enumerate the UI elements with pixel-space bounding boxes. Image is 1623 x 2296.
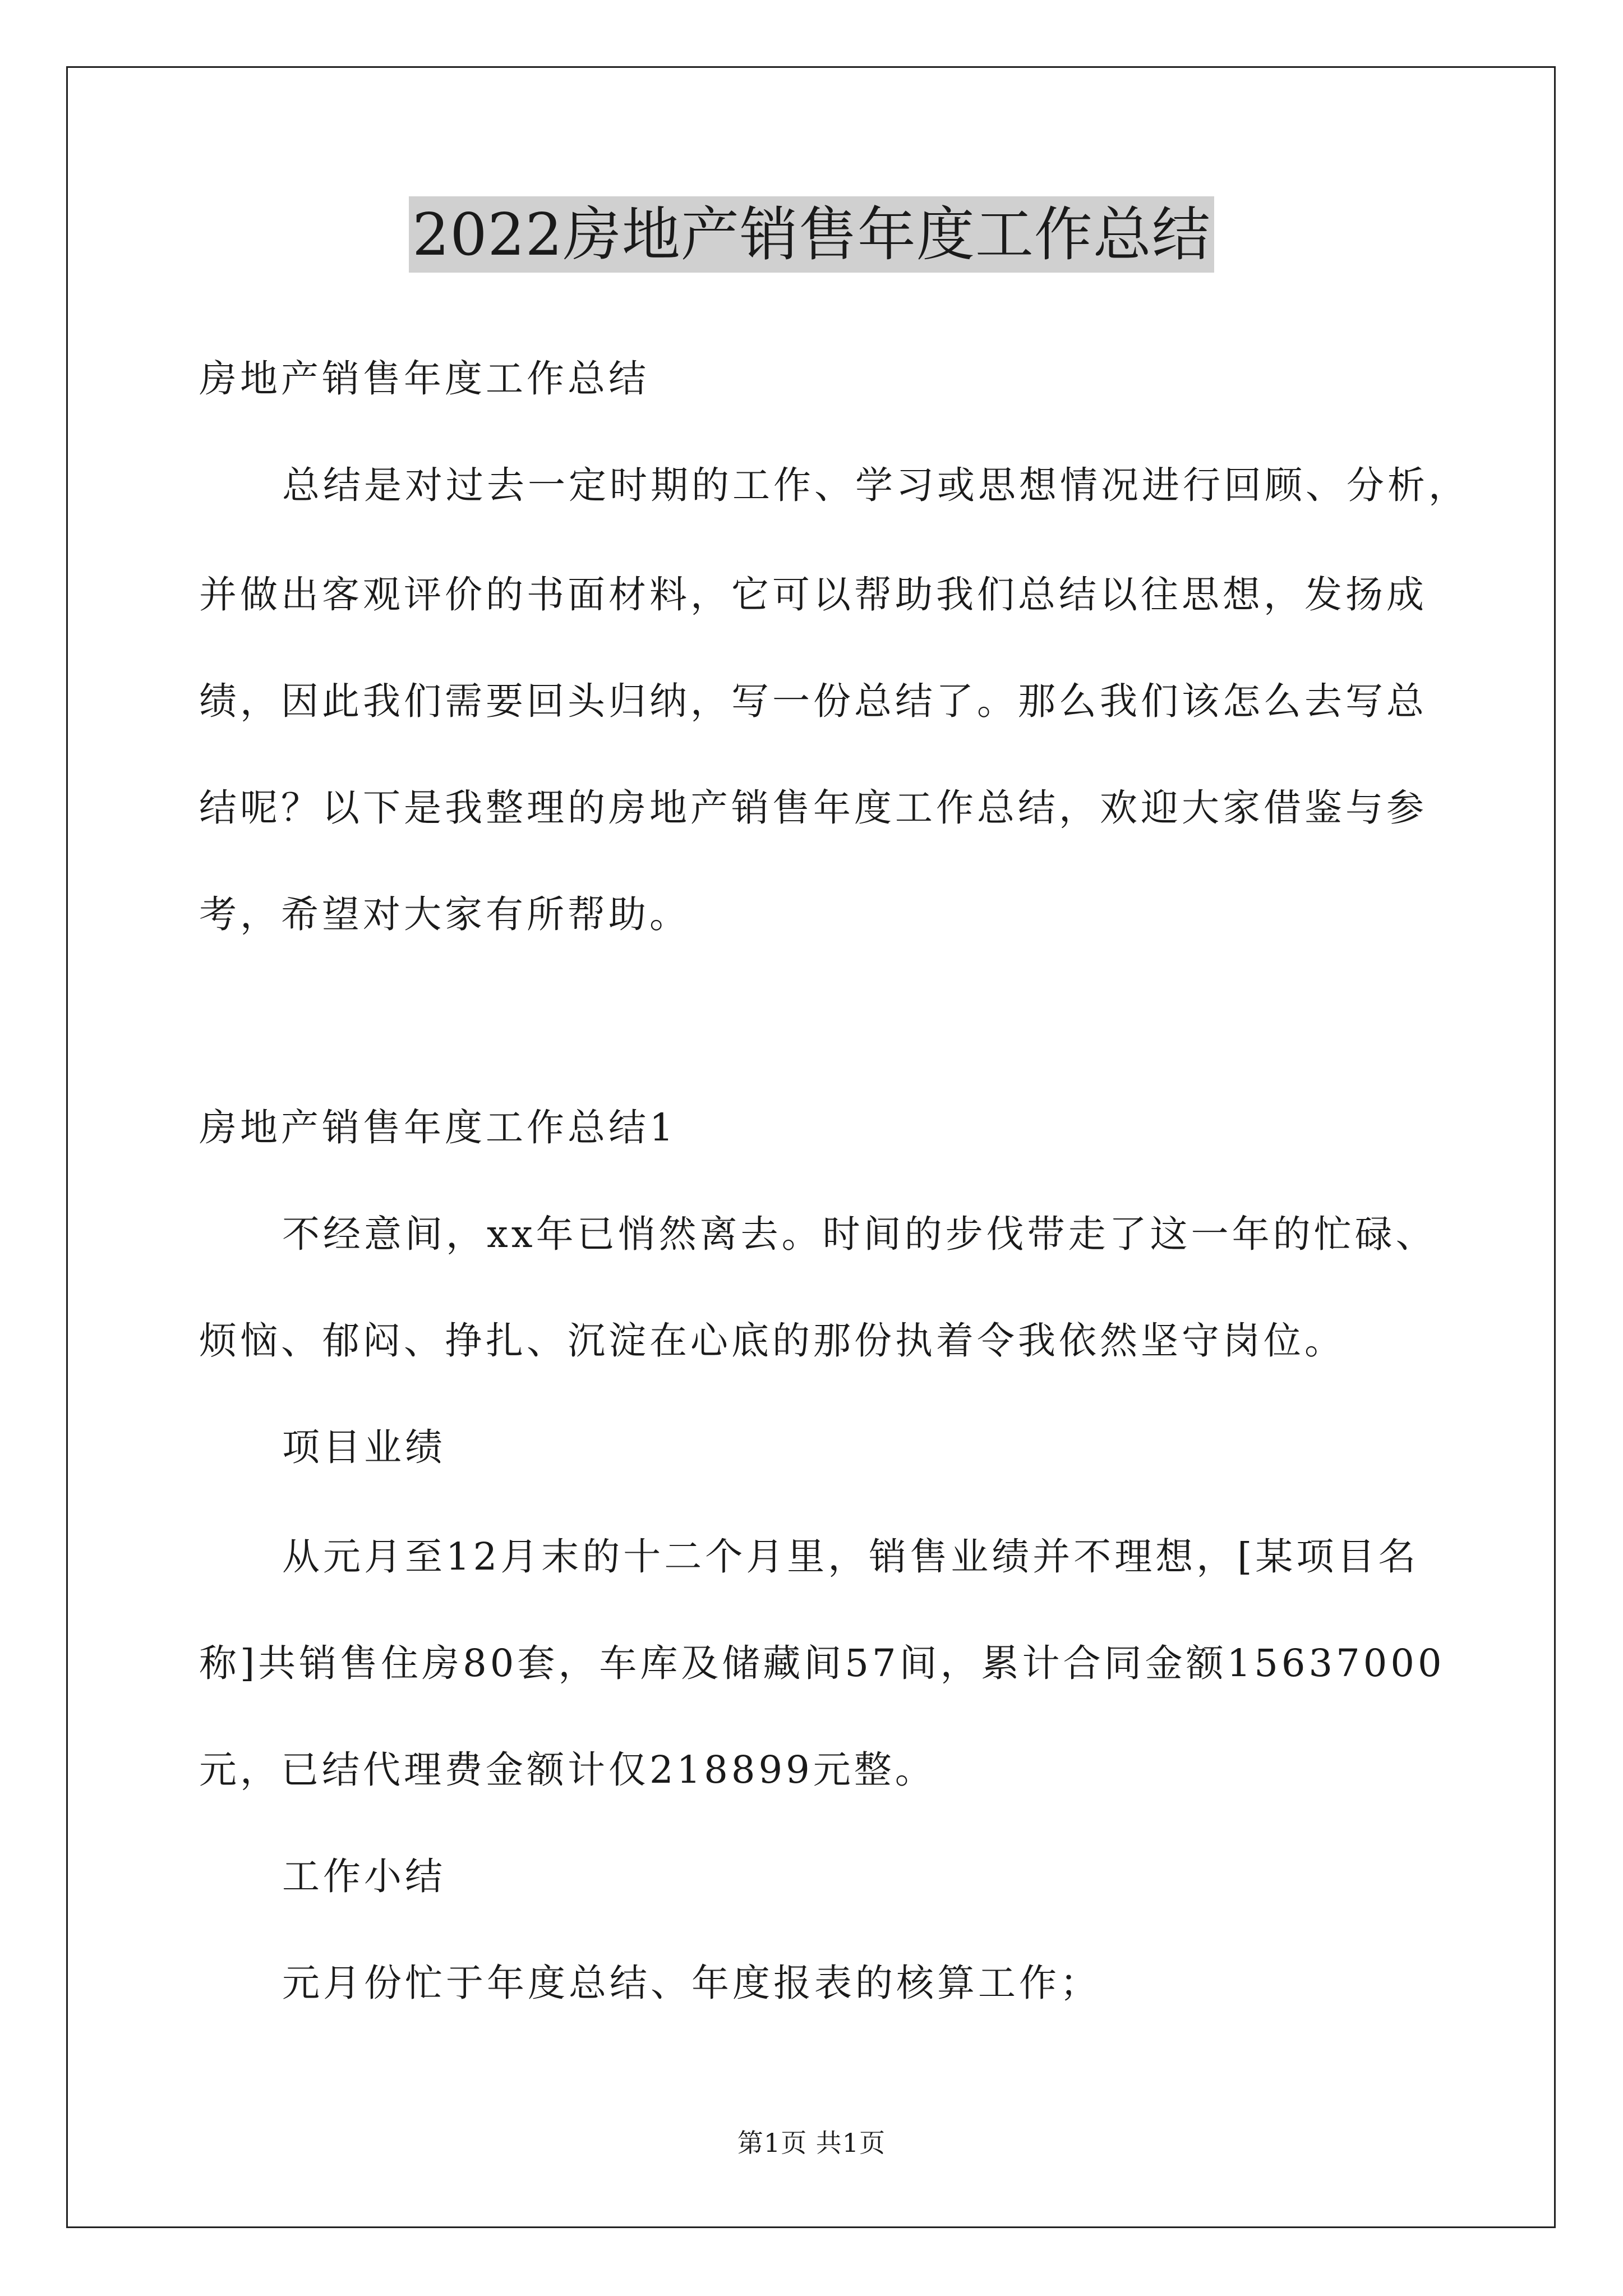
paragraph-line: 并做出客观评价的书面材料，它可以帮助我们总结以往思想，发扬成 xyxy=(199,573,1427,616)
paragraph-line: 烦恼、郁闷、挣扎、沉淀在心底的那份执着令我依然坚守岗位。 xyxy=(199,1319,1345,1363)
paragraph-line: 考，希望对大家有所帮助。 xyxy=(199,892,690,936)
section-heading: 房地产销售年度工作总结1 xyxy=(199,1106,677,1149)
paragraph-line: 元月份忙于年度总结、年度报表的核算工作； xyxy=(282,1961,1101,2005)
paragraph-line: 绩，因此我们需要回头归纳，写一份总结了。那么我们该怎么去写总 xyxy=(199,679,1427,723)
paragraph-line: 称]共销售住房80套，车库及储藏间57间，累计合同金额15637000 xyxy=(199,1641,1445,1685)
subtitle: 房地产销售年度工作总结 xyxy=(199,357,649,401)
paragraph-line: 元，已结代理费金额计仅218899元整。 xyxy=(199,1748,936,1792)
subheading: 项目业绩 xyxy=(282,1425,446,1469)
paragraph-line: 从元月至12月末的十二个月里，销售业绩并不理想，[某项目名 xyxy=(282,1535,1419,1579)
paragraph-line: 不经意间，xx年已悄然离去。时间的步伐带走了这一年的忙碌、 xyxy=(282,1212,1437,1256)
subheading: 工作小结 xyxy=(282,1855,446,1898)
paragraph-line: 总结是对过去一定时期的工作、学习或思想情况进行回顾、分析， xyxy=(282,463,1469,507)
title-container xyxy=(0,196,1623,273)
paragraph-line: 结呢？以下是我整理的房地产销售年度工作总结，欢迎大家借鉴与参 xyxy=(199,786,1427,830)
page-footer: 第1页 共1页 xyxy=(737,2128,886,2158)
document-title: 2022房地产销售年度工作总结 xyxy=(409,196,1214,273)
